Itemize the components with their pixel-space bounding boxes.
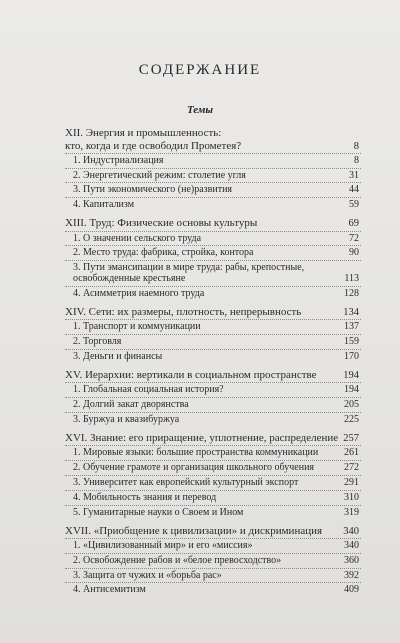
toc-entry-title: 1. О значении сельского труда (73, 232, 202, 244)
toc-entry (0, 491, 400, 504)
toc-entry (0, 154, 400, 167)
toc-entry-page-number: 128 (344, 287, 359, 299)
toc-entry (0, 398, 400, 411)
chapter-title: XV. Иерархии: вертикали в социальном пространстве (65, 369, 317, 382)
toc-entry-title: 3. Защита от чужих и «борьба рас» (73, 569, 222, 581)
toc-entry-page-number: 8 (354, 154, 359, 166)
chapter-title: XVII. «Приобщение к цивилизации» и дискриминация (65, 524, 323, 537)
toc-entry-title: 4. Мобильность знания и перевод (73, 491, 217, 503)
toc-entry (0, 246, 400, 259)
section-subtitle: Темы (186, 104, 214, 116)
toc-entry (0, 583, 400, 596)
toc-entry-page-number: 72 (349, 232, 359, 244)
toc-entry-page-number: 272 (344, 462, 359, 474)
toc-entry-title: 1. «Цивилизованный мир» и его «миссия» (73, 539, 253, 551)
chapter-page-number: 194 (343, 370, 359, 382)
toc-entry-title: 3. Университет как европейский культурный экспорт (73, 476, 299, 488)
toc-entry-title: 4. Капитализм (73, 199, 135, 211)
chapter-heading (0, 306, 400, 319)
toc-entry-page-number: 59 (349, 199, 359, 211)
toc-entry (0, 320, 400, 333)
toc-entry-page-number: 31 (349, 169, 359, 181)
chapter-title: XIII. Труд: Физические основы культуры (65, 217, 258, 230)
toc-entry-page-number: 261 (344, 447, 359, 459)
toc-entry-title: 3. Пути экономического (не)развития (73, 184, 233, 196)
toc-entry-page-number: 113 (344, 273, 359, 285)
chapter-heading (0, 140, 400, 153)
toc-entry-title: 4. Асимметрия наемного труда (73, 287, 205, 299)
toc-entry (0, 335, 400, 348)
toc-entry (0, 461, 400, 474)
chapter-heading (0, 369, 400, 382)
toc-entry-title: 2. Долгий закат дворянства (73, 399, 189, 411)
toc-entry-page-number: 194 (344, 384, 359, 396)
toc-entry-title: 3. Буржуа и квазибуржуа (73, 413, 180, 425)
toc-entry-title: 1. Транспорт и коммуникации (73, 321, 201, 333)
toc-entry-title: 3. Деньги и финансы (73, 350, 163, 362)
toc-entry-title: 5. Гуманитарные науки о Своем и Ином (73, 506, 244, 518)
toc-entry (0, 232, 400, 245)
chapter-heading (0, 217, 400, 230)
toc-entry (0, 287, 400, 300)
toc-entry-page-number: 319 (344, 506, 359, 518)
toc-entry (0, 569, 400, 582)
toc-entry-page-number: 340 (344, 539, 359, 551)
toc-entry-page-number: 291 (344, 476, 359, 488)
toc-entry-title: 2. Энергетический режим: столетие угля (73, 169, 246, 181)
toc-entry-page-number: 137 (344, 321, 359, 333)
toc-entry-title: 1. Глобальная социальная история? (73, 384, 224, 396)
toc-entry-page-number: 159 (344, 336, 359, 348)
toc-entry-title: 2. Освобождение рабов и «белое превосходство» (73, 554, 282, 566)
chapter-heading (0, 127, 400, 140)
toc-entry (0, 506, 400, 519)
toc-entry-title: освобожденные крестьяне (73, 273, 186, 285)
page-title: СОДЕРЖАНИЕ (138, 62, 262, 78)
toc-entry (0, 539, 400, 552)
toc-entry-page-number: 409 (344, 584, 359, 596)
toc-entry-title: 2. Торговля (73, 336, 122, 348)
toc-entry-page-number: 170 (344, 350, 359, 362)
toc-entry-page-number: 90 (349, 247, 359, 259)
toc-entry-page-number: 205 (344, 399, 359, 411)
chapter-page-number: 69 (348, 218, 359, 230)
chapter-heading (0, 525, 400, 538)
toc-entry-title: 3. Пути эмансипации в мире труда: рабы, крепостные, (73, 262, 305, 274)
chapter-title: XII. Энергия и промышленность: (65, 127, 222, 139)
toc-entry (0, 272, 400, 285)
toc-entry (0, 446, 400, 459)
toc-entry (0, 169, 400, 182)
toc-entry-title: 4. Антисемитизм (73, 584, 146, 596)
toc-entry (0, 383, 400, 396)
toc-entry (0, 350, 400, 363)
toc-entry (0, 476, 400, 489)
chapter-page-number: 8 (353, 140, 359, 152)
chapter-title: XIV. Сети: их размеры, плотность, непрерывность (65, 306, 302, 319)
chapter-page-number: 340 (343, 525, 359, 537)
chapter-page-number: 257 (343, 433, 359, 445)
toc-entry-page-number: 360 (344, 554, 359, 566)
toc-entry-page-number: 392 (344, 569, 359, 581)
toc-entry (0, 198, 400, 211)
chapter-title: кто, когда и где освободил Прометея? (65, 139, 242, 152)
toc-entry-title: 1. Мировые языки: большие пространства коммуникации (73, 447, 319, 459)
toc-entry-page-number: 225 (344, 413, 359, 425)
toc-entry-page-number: 310 (344, 491, 359, 503)
toc-entry (0, 413, 400, 426)
toc-entry (0, 554, 400, 567)
toc-entry-title: 1. Индустриализация (73, 154, 164, 166)
chapter-heading (0, 432, 400, 445)
toc-entry-page-number: 44 (349, 184, 359, 196)
toc-entry-title: 2. Место труда: фабрика, стройка, контора (73, 247, 254, 259)
toc-entry-title: 2. Обучение грамоте и организация школьного обучения (73, 462, 315, 474)
chapter-page-number: 134 (343, 307, 359, 319)
toc-entry (0, 183, 400, 196)
chapter-title: XVI. Знание: его приращение, уплотнение, распределение (65, 432, 339, 445)
